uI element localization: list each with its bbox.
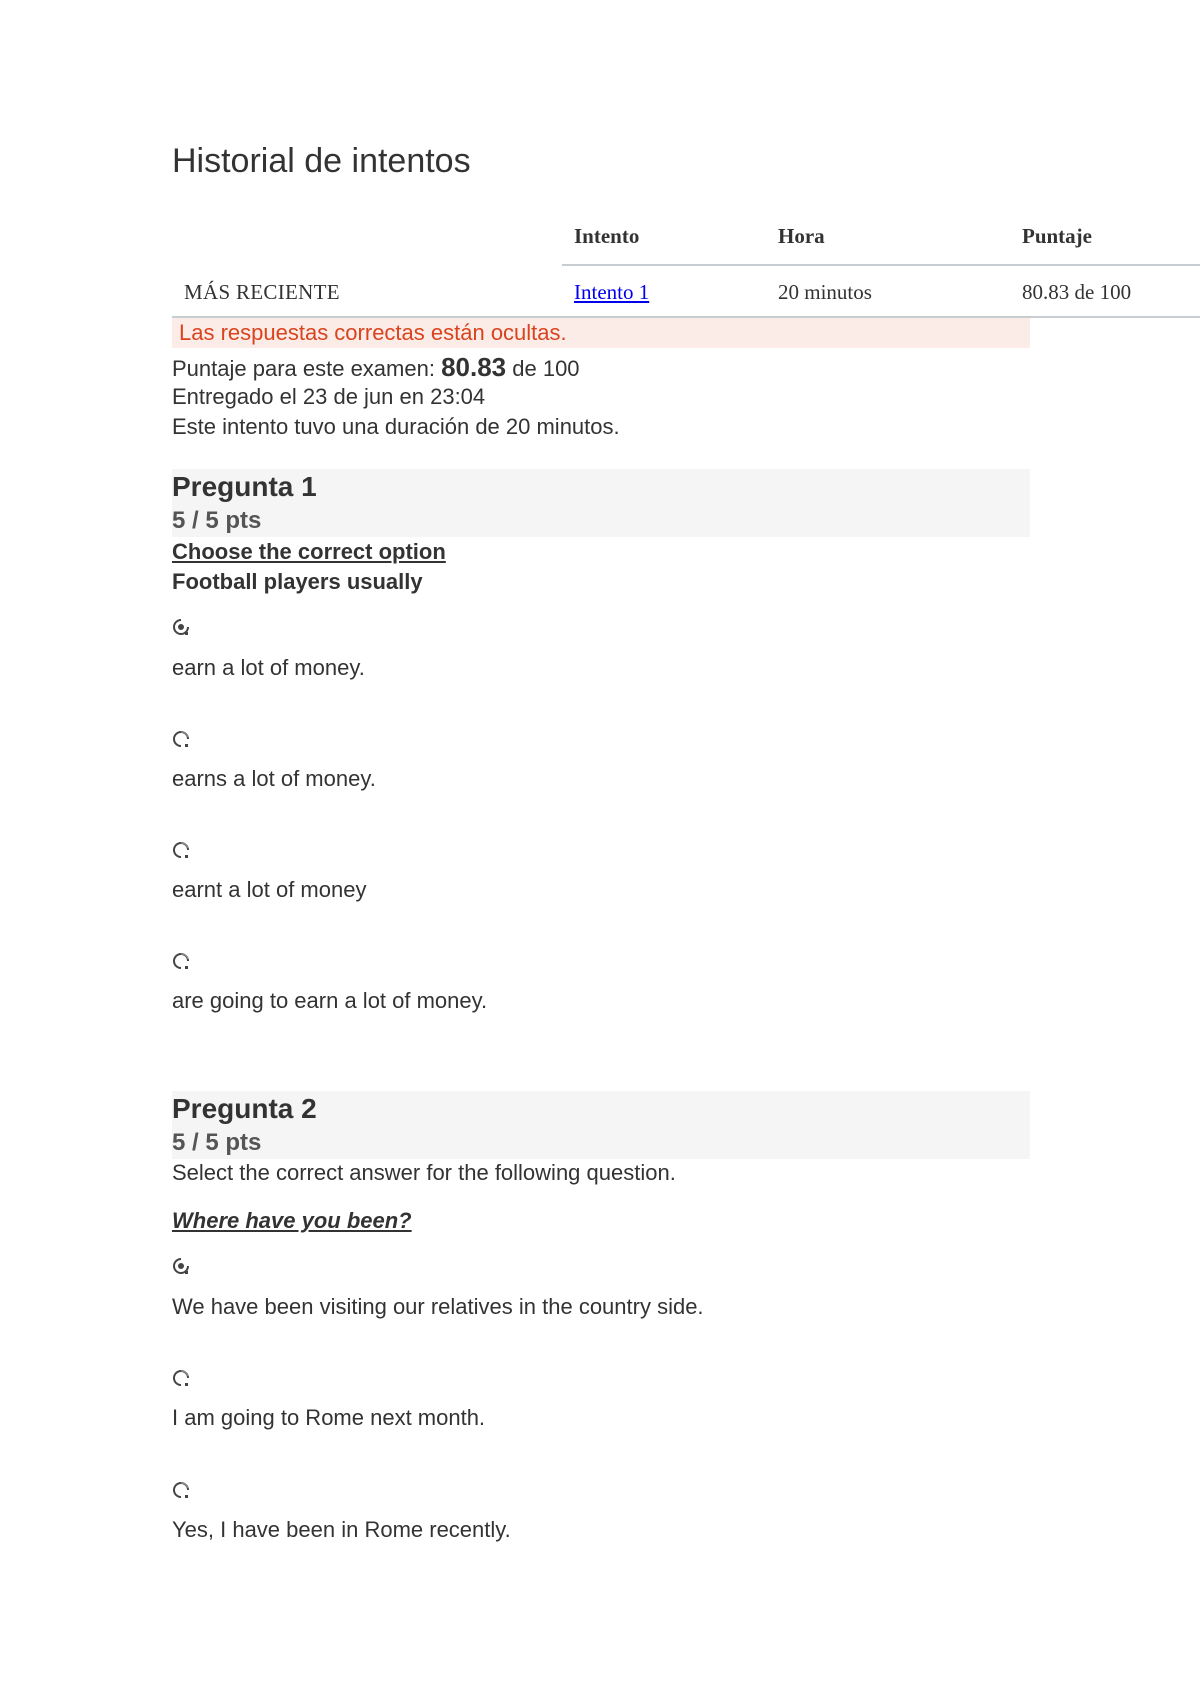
column-header-time: Hora	[778, 224, 825, 248]
answer-option: earnt a lot of money	[172, 877, 367, 902]
attempt-time: 20 minutos	[778, 280, 872, 304]
column-header-score: Puntaje	[1022, 224, 1092, 248]
radio-unselected-icon[interactable]	[172, 1369, 190, 1387]
page-title: Historial de intentos	[172, 142, 471, 180]
radio-unselected-icon[interactable]	[172, 952, 190, 970]
radio-unselected-icon[interactable]	[172, 730, 190, 748]
exam-score-line	[172, 352, 580, 383]
question-2-instruction: Select the correct answer for the following question.	[172, 1160, 676, 1185]
question-1-points: 5 / 5 pts	[172, 507, 262, 534]
radio-unselected-icon[interactable]	[172, 841, 190, 859]
radio-selected-icon[interactable]	[172, 1257, 190, 1275]
answer-option: are going to earn a lot of money.	[172, 988, 488, 1013]
most-recent-label: MÁS RECIENTE	[184, 280, 340, 304]
attempt-history-table	[172, 212, 1200, 318]
answer-option: earn a lot of money.	[172, 655, 365, 680]
hidden-answers-notice: Las respuestas correctas están ocultas.	[172, 318, 1030, 348]
table-row	[172, 266, 1200, 318]
score-prefix: Puntaje para este examen:	[172, 356, 442, 381]
radio-unselected-icon[interactable]	[172, 1481, 190, 1499]
submitted-date: Entregado el 23 de jun en 23:04	[172, 384, 486, 409]
radio-selected-icon[interactable]	[172, 618, 190, 636]
table-header-row	[562, 212, 1200, 266]
question-2-header	[172, 1091, 1030, 1159]
question-1-title: Pregunta 1	[172, 471, 317, 502]
answer-option: earns a lot of money.	[172, 766, 376, 791]
question-2-title: Pregunta 2	[172, 1093, 317, 1124]
question-2-prompt: Where have you been?	[172, 1208, 412, 1233]
question-1-header	[172, 469, 1030, 537]
answer-option: Yes, I have been in Rome recently.	[172, 1517, 511, 1542]
column-header-attempt: Intento	[574, 224, 640, 248]
question-1-prompt: Football players usually	[172, 569, 423, 594]
answer-option: We have been visiting our relatives in the country side.	[172, 1294, 704, 1319]
score-value: 80.83	[441, 352, 507, 382]
attempt-score: 80.83 de 100	[1022, 280, 1132, 304]
attempt-1-link[interactable]: Intento 1	[574, 280, 650, 304]
score-suffix: de 100	[506, 356, 580, 381]
attempt-duration: Este intento tuvo una duración de 20 minutos.	[172, 414, 620, 439]
answer-option: I am going to Rome next month.	[172, 1405, 486, 1430]
question-1-instruction: Choose the correct option	[172, 539, 446, 564]
question-2-points: 5 / 5 pts	[172, 1129, 262, 1156]
